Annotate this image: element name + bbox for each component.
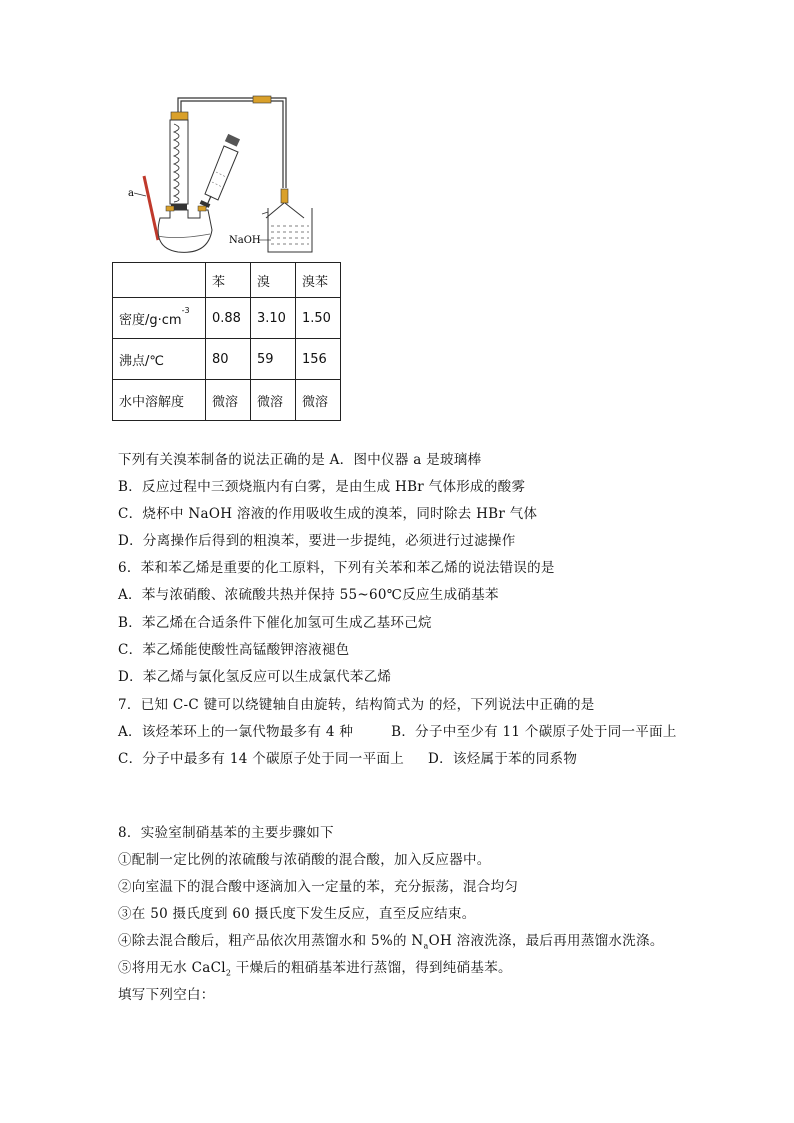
q5-option-b: B．反应过程中三颈烧瓶内有白雾，是由生成 HBr 气体形成的酸雾 <box>118 479 526 495</box>
q8-fill-blank-prompt: 填写下列空白： <box>118 987 215 1003</box>
q7-option-c: C．分子中最多有 14 个碳原子处于同一平面上 <box>118 751 404 767</box>
table-cell: 微溶 <box>251 380 296 421</box>
q6-option-b: B．苯乙烯在合适条件下催化加氢可生成乙基环己烷 <box>118 615 432 631</box>
table-cell: 1.50 <box>296 298 341 339</box>
bromobenzene-apparatus-diagram <box>108 90 428 260</box>
q7-stem: 7．已知 C-C 键可以绕键轴自由旋转，结构简式为 的烃，下列说法中正确的是 <box>118 697 595 713</box>
dropping-funnel <box>200 134 240 212</box>
q6-option-c: C．苯乙烯能使酸性高锰酸钾溶液褪色 <box>118 642 350 658</box>
label-naoh: NaOH <box>229 235 261 246</box>
tube-joint-bottom <box>281 189 288 203</box>
q8-step-5: ⑤将用无水 CaCl$_2$ 干燥后的粗硝基苯进行蒸馏，得到纯硝基苯。 <box>118 960 512 978</box>
condenser-stopper <box>171 112 188 120</box>
table-header-cell: 苯 <box>206 263 251 298</box>
table-header-cell <box>113 263 206 298</box>
q6-option-d: D．苯乙烯与氯化氢反应可以生成氯代苯乙烯 <box>118 669 392 685</box>
q5-option-c: C．烧杯中 NaOH 溶液的作用吸收生成的溴苯，同时除去 HBr 气体 <box>118 506 538 522</box>
q8-step-2: ②向室温下的混合酸中逐滴加入一定量的苯，充分振荡，混合均匀 <box>118 879 519 895</box>
table-header-cell: 溴苯 <box>296 263 341 298</box>
table-cell: 微溶 <box>296 380 341 421</box>
q8-step-4: ④除去混合酸后，粗产品依次用蒸馏水和 5%的 $N_aOH$ 溶液洗涤，最后再用蒸馏水洗涤。 <box>118 933 664 951</box>
q7-options-cd <box>118 747 577 767</box>
tube-joint-top <box>253 96 271 103</box>
q5-stem: 下列有关溴苯制备的说法正确的是 A．图中仪器 a 是玻璃棒 <box>118 452 482 468</box>
q7-option-a: A．该烃苯环上的一氯代物最多有 4 种 <box>118 724 354 740</box>
row-label-boiling-point: 沸点/℃ <box>113 339 206 380</box>
q8-stem: 8．实验室制硝基苯的主要步骤如下 <box>118 825 334 841</box>
table-row <box>113 380 341 421</box>
q7-options-ab <box>118 720 677 740</box>
q7-option-b: B．分子中至少有 11 个碳原子处于同一平面上 <box>391 724 677 740</box>
table-row <box>113 339 341 380</box>
q6-stem: 6．苯和苯乙烯是重要的化工原料，下列有关苯和苯乙烯的说法错误的是 <box>118 560 555 576</box>
q8-step-1: ①配制一定比例的浓硫酸与浓硝酸的混合酸，加入反应器中。 <box>118 852 491 868</box>
q7-option-d: D．该烃属于苯的同系物 <box>428 751 578 767</box>
q5-option-d: D．分离操作后得到的粗溴苯，要进一步提纯，必须进行过滤操作 <box>118 533 516 549</box>
properties-table <box>112 262 341 421</box>
q6-option-a: A．苯与浓硝酸、浓硫酸共热并保持 55~60℃反应生成硝基苯 <box>118 587 499 603</box>
table-cell: 156 <box>296 339 341 380</box>
table-header-row <box>113 263 341 298</box>
label-a: a <box>128 188 134 199</box>
table-cell: 59 <box>251 339 296 380</box>
three-neck-flask <box>158 206 212 252</box>
table-cell: 3.10 <box>251 298 296 339</box>
table-row <box>113 298 341 339</box>
q8-step-3: ③在 50 摄氏度到 60 摄氏度下发生反应，直至反应结束。 <box>118 906 476 922</box>
table-header-cell: 溴 <box>251 263 296 298</box>
row-label-solubility: 水中溶解度 <box>113 380 206 421</box>
table-cell: 80 <box>206 339 251 380</box>
row-label-density: 密度$/g\cdot cm^{-3}$ <box>113 298 206 339</box>
table-cell: 微溶 <box>206 380 251 421</box>
rod-a <box>144 176 158 240</box>
table-cell: 0.88 <box>206 298 251 339</box>
